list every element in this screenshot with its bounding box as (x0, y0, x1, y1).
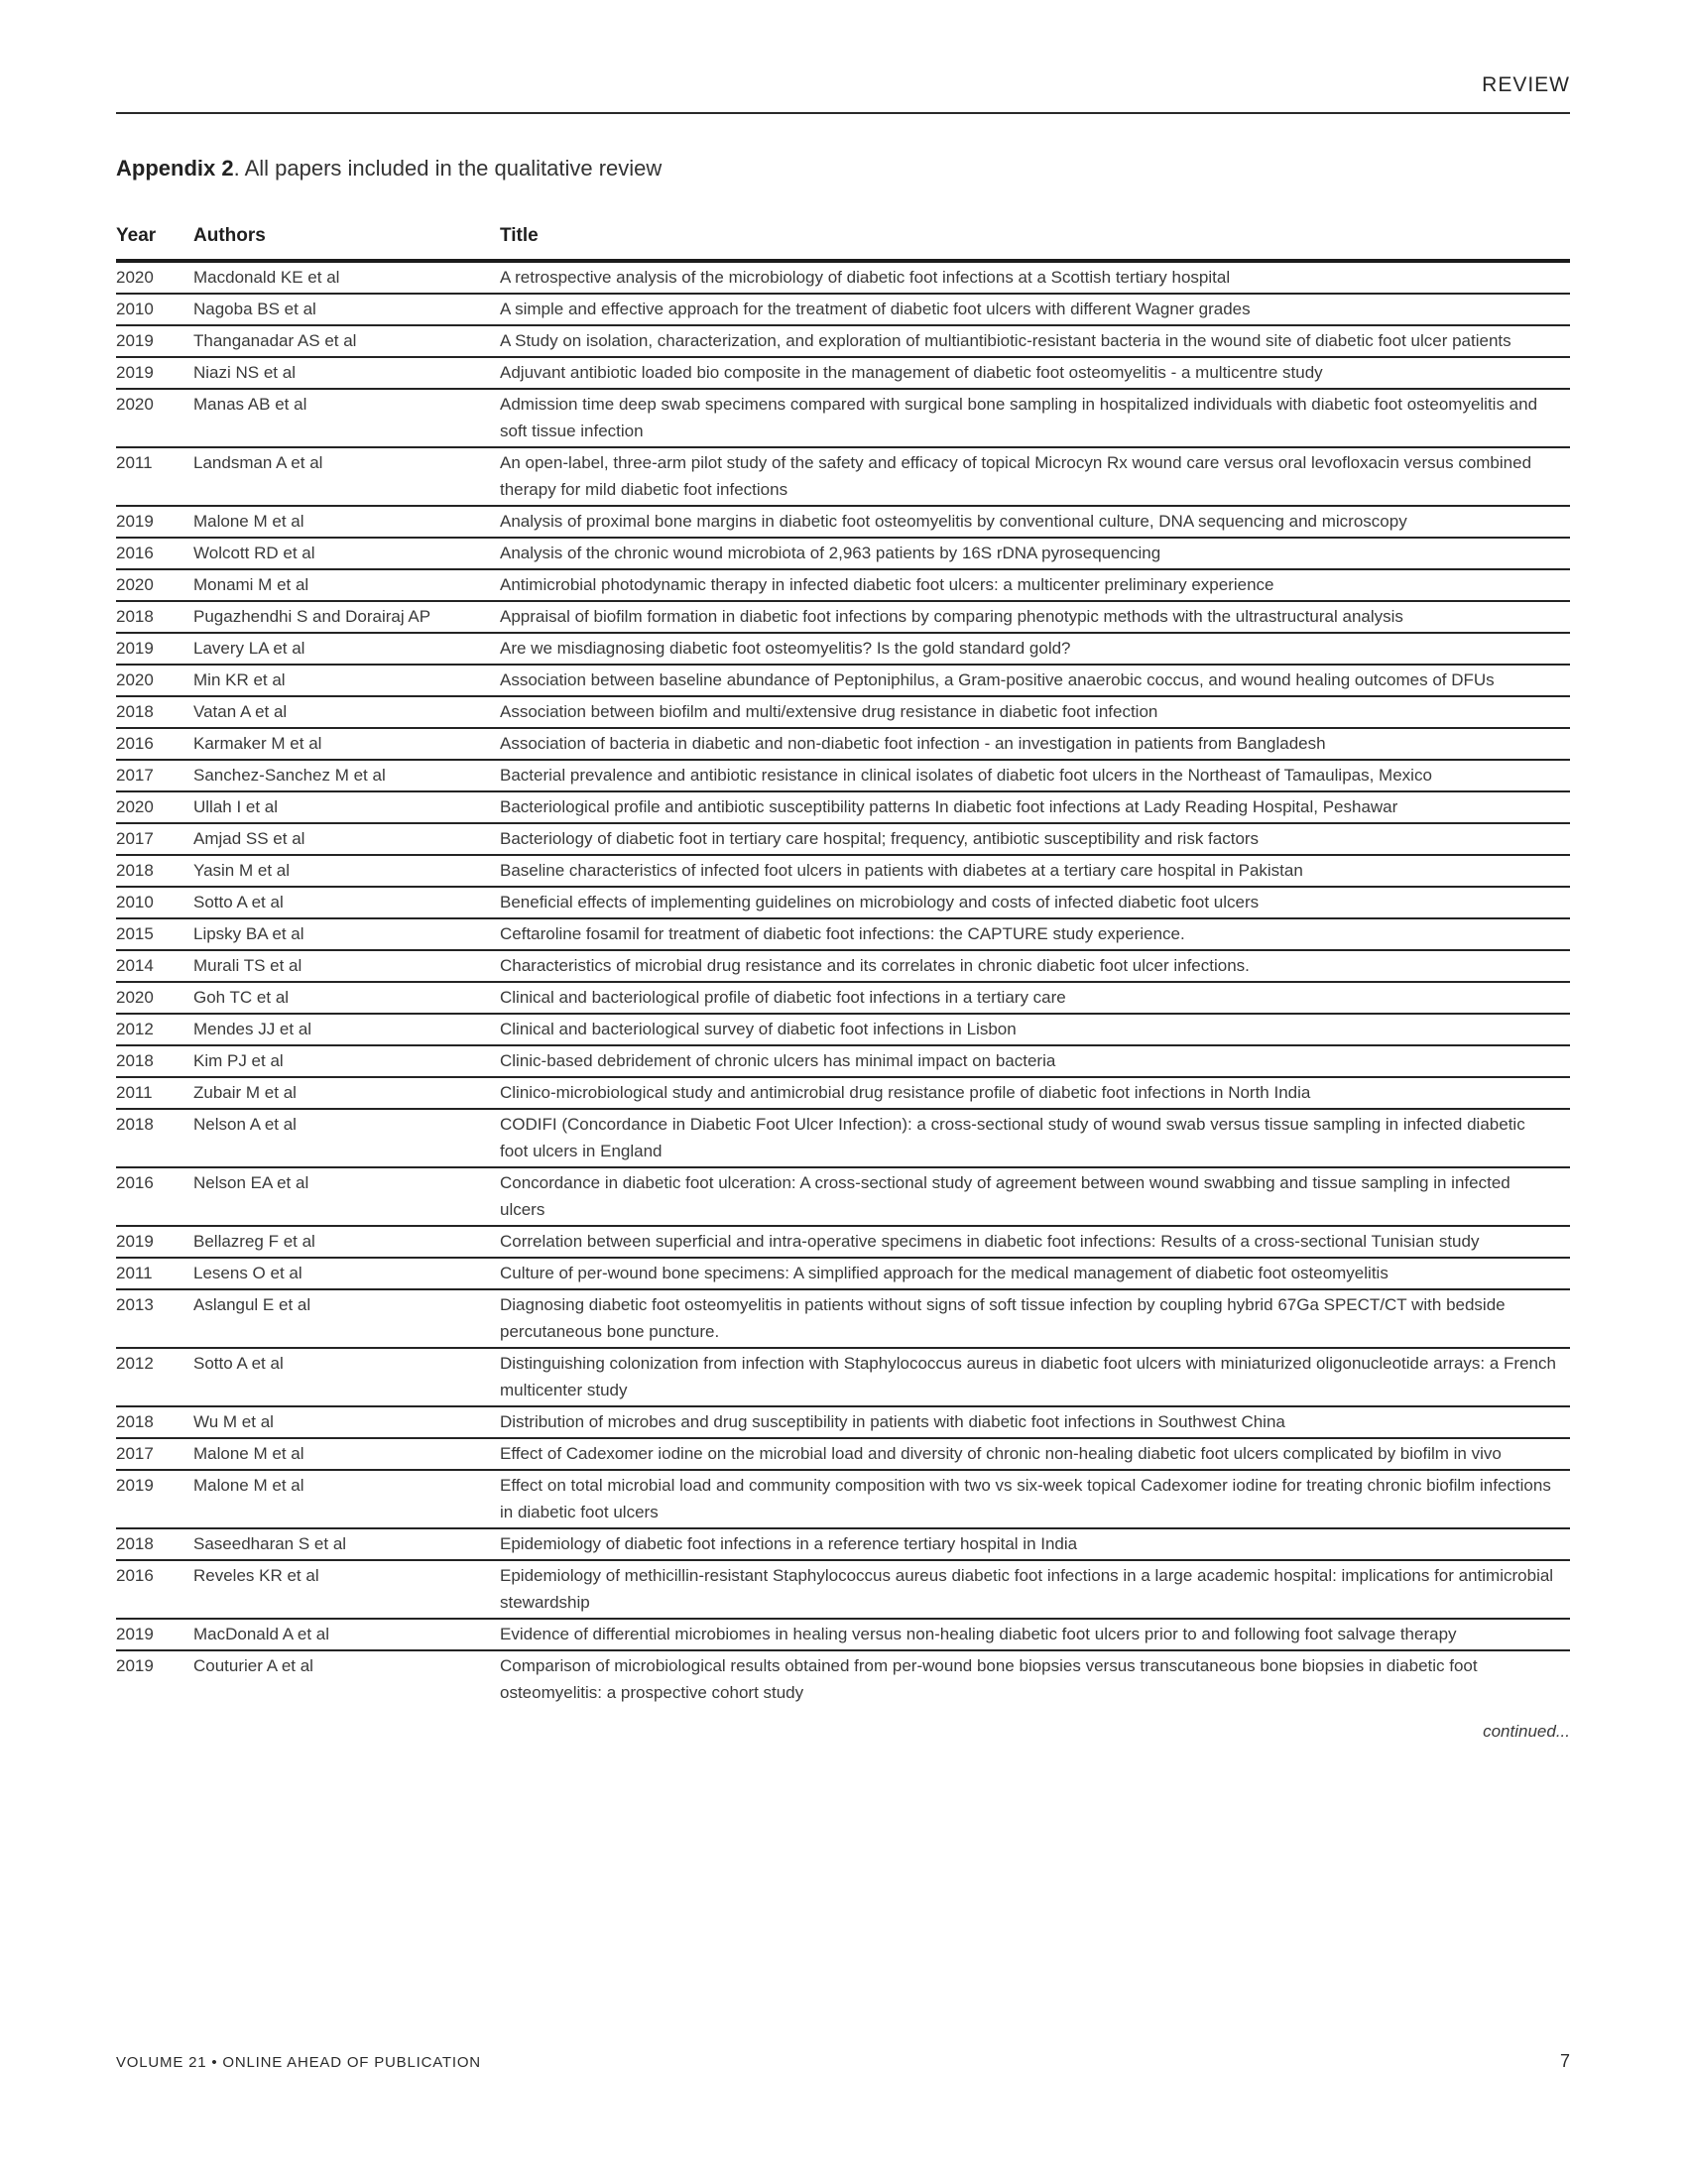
cell-year: 2019 (116, 363, 154, 382)
cell-authors: Saseedharan S et al (193, 1534, 347, 1553)
cell-title: Characteristics of microbial drug resistance and its correlates in chronic diabetic foot ulcer infections. (500, 956, 1250, 975)
cell-title: Diagnosing diabetic foot osteomyelitis in patients without signs of soft tissue infection by coupling hybrid 67Ga SPECT/CT with bedside percutaneous bone puncture. (500, 1295, 1506, 1341)
table-row (116, 1439, 1570, 1471)
cell-year: 2020 (116, 395, 154, 414)
column-header-title: Title (500, 225, 539, 246)
cell-year: 2016 (116, 734, 154, 753)
cell-year: 2019 (116, 639, 154, 658)
table-row (116, 263, 1570, 295)
cell-title: Bacteriological profile and antibiotic susceptibility patterns In diabetic foot infections at Lady Reading Hospital, Peshawar (500, 797, 1398, 816)
table-row (116, 792, 1570, 824)
cell-authors: Landsman A et al (193, 453, 323, 472)
table-row (116, 295, 1570, 326)
cell-title: Clinico-microbiological study and antimicrobial drug resistance profile of diabetic foot infections in North India (500, 1083, 1311, 1102)
column-header-authors: Authors (193, 225, 266, 246)
table-row (116, 507, 1570, 539)
cell-title: Beneficial effects of implementing guidelines on microbiology and costs of infected diabetic foot ulcers (500, 893, 1260, 911)
cell-authors: Couturier A et al (193, 1656, 313, 1675)
cell-title: Concordance in diabetic foot ulceration: A cross-sectional study of agreement between wound swabbing and tissue sampling in infected ulcers (500, 1173, 1510, 1219)
cell-title: Baseline characteristics of infected foot ulcers in patients with diabetes at a tertiary care hospital in Pakistan (500, 861, 1303, 880)
table-row (116, 539, 1570, 570)
cell-year: 2018 (116, 1051, 154, 1070)
cell-authors: Murali TS et al (193, 956, 302, 975)
cell-year: 2019 (116, 1625, 154, 1643)
cell-title: Effect on total microbial load and community composition with two vs six-week topical Cadexomer iodine for treating chronic biofilm infections in diabetic foot ulcers (500, 1476, 1551, 1521)
header-divider (116, 112, 1570, 114)
cell-year: 2011 (116, 453, 153, 472)
cell-title: Correlation between superficial and intra-operative specimens in diabetic foot infections: Results of a cross-sectional Tunisian study (500, 1232, 1480, 1251)
cell-authors: Ullah I et al (193, 797, 279, 816)
cell-authors: Reveles KR et al (193, 1566, 319, 1585)
cell-authors: Goh TC et al (193, 988, 290, 1007)
page-footer (116, 2051, 1570, 2072)
cell-authors: Monami M et al (193, 575, 309, 594)
table-row (116, 856, 1570, 888)
cell-year: 2018 (116, 702, 154, 721)
table-row (116, 1620, 1570, 1651)
table-row (116, 358, 1570, 390)
table-row (116, 919, 1570, 951)
cell-authors: Min KR et al (193, 670, 286, 689)
cell-year: 2018 (116, 607, 154, 626)
cell-title: Analysis of the chronic wound microbiota of 2,963 patients by 16S rDNA pyrosequencing (500, 544, 1161, 562)
table-row (116, 666, 1570, 697)
cell-title: Clinical and bacteriological profile of diabetic foot infections in a tertiary care (500, 988, 1066, 1007)
cell-title: Are we misdiagnosing diabetic foot osteomyelitis? Is the gold standard gold? (500, 639, 1071, 658)
cell-title: Appraisal of biofilm formation in diabetic foot infections by comparing phenotypic methods with the ultrastructural analysis (500, 607, 1403, 626)
cell-year: 2012 (116, 1020, 154, 1038)
table-row (116, 1110, 1570, 1168)
table-row (116, 761, 1570, 792)
table-body (116, 263, 1570, 1708)
cell-year: 2018 (116, 1115, 154, 1134)
cell-authors: Manas AB et al (193, 395, 307, 414)
cell-title: Association of bacteria in diabetic and non-diabetic foot infection - an investigation in patients from Bangladesh (500, 734, 1326, 753)
continued-note: continued... (1483, 1722, 1570, 1741)
cell-year: 2018 (116, 861, 154, 880)
cell-year: 2017 (116, 766, 154, 785)
table-row (116, 1227, 1570, 1259)
cell-title: Epidemiology of methicillin-resistant Staphylococcus aureus diabetic foot infections in a large academic hospital: implications for antimicrobial stewardship (500, 1566, 1554, 1612)
cell-title: A simple and effective approach for the treatment of diabetic foot ulcers with different Wagner grades (500, 300, 1251, 318)
cell-authors: Malone M et al (193, 1476, 304, 1495)
cell-authors: Sanchez-Sanchez M et al (193, 766, 386, 785)
cell-year: 2019 (116, 1476, 154, 1495)
table-row (116, 983, 1570, 1015)
cell-authors: Malone M et al (193, 512, 304, 531)
cell-title: Association between biofilm and multi/extensive drug resistance in diabetic foot infection (500, 702, 1158, 721)
table-row (116, 1046, 1570, 1078)
cell-authors: Wu M et al (193, 1412, 274, 1431)
cell-title: Analysis of proximal bone margins in diabetic foot osteomyelitis by conventional culture, DNA sequencing and microscopy (500, 512, 1407, 531)
cell-authors: Lesens O et al (193, 1264, 302, 1282)
cell-year: 2015 (116, 924, 154, 943)
table-row (116, 1471, 1570, 1529)
cell-year: 2019 (116, 1656, 154, 1675)
appendix-title-text: . All papers included in the qualitative review (233, 156, 663, 181)
papers-table (116, 225, 1570, 1708)
table-row (116, 1259, 1570, 1290)
cell-authors: Lipsky BA et al (193, 924, 304, 943)
cell-authors: Zubair M et al (193, 1083, 297, 1102)
cell-authors: Vatan A et al (193, 702, 288, 721)
cell-year: 2020 (116, 575, 154, 594)
table-row (116, 634, 1570, 666)
cell-authors: Mendes JJ et al (193, 1020, 312, 1038)
table-row (116, 1407, 1570, 1439)
cell-year: 2014 (116, 956, 154, 975)
cell-year: 2012 (116, 1354, 154, 1373)
appendix-title-number: Appendix 2 (116, 156, 234, 181)
cell-year: 2020 (116, 670, 154, 689)
cell-authors: Niazi NS et al (193, 363, 296, 382)
table-row (116, 1015, 1570, 1046)
cell-authors: Wolcott RD et al (193, 544, 315, 562)
cell-title: Distribution of microbes and drug susceptibility in patients with diabetic foot infections in Southwest China (500, 1412, 1285, 1431)
cell-year: 2013 (116, 1295, 154, 1314)
table-row (116, 390, 1570, 448)
footer-volume-label: VOLUME 21 • ONLINE AHEAD OF PUBLICATION (116, 2054, 481, 2071)
cell-authors: Amjad SS et al (193, 829, 305, 848)
cell-year: 2020 (116, 268, 154, 287)
cell-year: 2019 (116, 1232, 154, 1251)
table-row (116, 448, 1570, 507)
cell-year: 2011 (116, 1083, 153, 1102)
cell-title: Culture of per-wound bone specimens: A simplified approach for the medical management of diabetic foot osteomyelitis (500, 1264, 1389, 1282)
cell-title: Distinguishing colonization from infection with Staphylococcus aureus in diabetic foot ulcers with miniaturized oligonucleotide arrays: a French multicenter study (500, 1354, 1556, 1399)
cell-title: Association between baseline abundance of Peptoniphilus, a Gram-positive anaerobic coccus, and wound healing outcomes of DFUs (500, 670, 1495, 689)
cell-title: Ceftaroline fosamil for treatment of diabetic foot infections: the CAPTURE study experience. (500, 924, 1185, 943)
cell-authors: Lavery LA et al (193, 639, 305, 658)
cell-authors: Thanganadar AS et al (193, 331, 357, 350)
cell-year: 2017 (116, 1444, 154, 1463)
cell-year: 2017 (116, 829, 154, 848)
cell-title: Evidence of differential microbiomes in healing versus non-healing diabetic foot ulcers prior to and following foot salvage therapy (500, 1625, 1457, 1643)
cell-authors: Bellazreg F et al (193, 1232, 315, 1251)
cell-authors: Sotto A et al (193, 893, 284, 911)
cell-year: 2010 (116, 300, 154, 318)
appendix-title (116, 156, 1570, 182)
cell-title: Bacterial prevalence and antibiotic resistance in clinical isolates of diabetic foot ulcers in the Northeast of Tamaulipas, Mexico (500, 766, 1432, 785)
cell-authors: Nelson EA et al (193, 1173, 309, 1192)
cell-year: 2019 (116, 512, 154, 531)
cell-year: 2016 (116, 1566, 154, 1585)
table-row (116, 1078, 1570, 1110)
cell-authors: Sotto A et al (193, 1354, 284, 1373)
table-row (116, 1651, 1570, 1708)
cell-title: Clinic-based debridement of chronic ulcers has minimal impact on bacteria (500, 1051, 1056, 1070)
cell-authors: Karmaker M et al (193, 734, 322, 753)
table-row (116, 729, 1570, 761)
cell-title: Bacteriology of diabetic foot in tertiary care hospital; frequency, antibiotic susceptibility and risk factors (500, 829, 1260, 848)
cell-title: Admission time deep swab specimens compared with surgical bone sampling in hospitalized individuals with diabetic foot osteomyelitis and soft tissue infection (500, 395, 1538, 440)
cell-title: Effect of Cadexomer iodine on the microbial load and diversity of chronic non-healing diabetic foot ulcers complicated by biofilm in vivo (500, 1444, 1502, 1463)
table-row (116, 602, 1570, 634)
cell-authors: MacDonald A et al (193, 1625, 330, 1643)
table-header-row (116, 225, 1570, 263)
table-row (116, 1168, 1570, 1227)
table-row (116, 951, 1570, 983)
cell-title: Comparison of microbiological results obtained from per-wound bone biopsies versus transcutaneous bone biopsies in diabetic foot osteomyelitis: a prospective cohort study (500, 1656, 1478, 1702)
cell-year: 2018 (116, 1534, 154, 1553)
footer-page-number: 7 (1559, 2051, 1570, 2071)
cell-authors: Malone M et al (193, 1444, 304, 1463)
cell-title: Clinical and bacteriological survey of diabetic foot infections in Lisbon (500, 1020, 1017, 1038)
cell-year: 2016 (116, 544, 154, 562)
cell-year: 2011 (116, 1264, 153, 1282)
column-header-year: Year (116, 225, 157, 246)
cell-authors: Yasin M et al (193, 861, 291, 880)
cell-year: 2020 (116, 988, 154, 1007)
cell-title: Adjuvant antibiotic loaded bio composite in the management of diabetic foot osteomyelitis - a multicentre study (500, 363, 1323, 382)
cell-authors: Kim PJ et al (193, 1051, 284, 1070)
journal-section-label: REVIEW (1482, 73, 1570, 96)
cell-authors: Macdonald KE et al (193, 268, 340, 287)
cell-year: 2020 (116, 797, 154, 816)
table-row (116, 1290, 1570, 1349)
cell-year: 2016 (116, 1173, 154, 1192)
table-row (116, 570, 1570, 602)
table-row (116, 824, 1570, 856)
cell-year: 2019 (116, 331, 154, 350)
cell-authors: Aslangul E et al (193, 1295, 311, 1314)
cell-title: A retrospective analysis of the microbiology of diabetic foot infections at a Scottish tertiary hospital (500, 268, 1231, 287)
table-row (116, 697, 1570, 729)
cell-title: A Study on isolation, characterization, and exploration of multiantibiotic-resistant bacteria in the wound site of diabetic foot ulcer patients (500, 331, 1511, 350)
cell-title: CODIFI (Concordance in Diabetic Foot Ulcer Infection): a cross-sectional study of wound swab versus tissue sampling in infected diabetic foot ulcers in England (500, 1115, 1525, 1160)
cell-year: 2018 (116, 1412, 154, 1431)
cell-title: Epidemiology of diabetic foot infections in a reference tertiary hospital in India (500, 1534, 1078, 1553)
cell-authors: Nagoba BS et al (193, 300, 316, 318)
table-row (116, 1529, 1570, 1561)
cell-title: Antimicrobial photodynamic therapy in infected diabetic foot ulcers: a multicenter preliminary experience (500, 575, 1274, 594)
table-row (116, 326, 1570, 358)
cell-authors: Pugazhendhi S and Dorairaj AP (193, 607, 431, 626)
page-content (116, 0, 1570, 1742)
table-row (116, 1561, 1570, 1620)
cell-title: An open-label, three-arm pilot study of the safety and efficacy of topical Microcyn Rx wound care versus oral levofloxacin versus combined therapy for mild diabetic foot infections (500, 453, 1532, 499)
cell-authors: Nelson A et al (193, 1115, 297, 1134)
cell-year: 2010 (116, 893, 154, 911)
table-row (116, 888, 1570, 919)
table-row (116, 1349, 1570, 1407)
